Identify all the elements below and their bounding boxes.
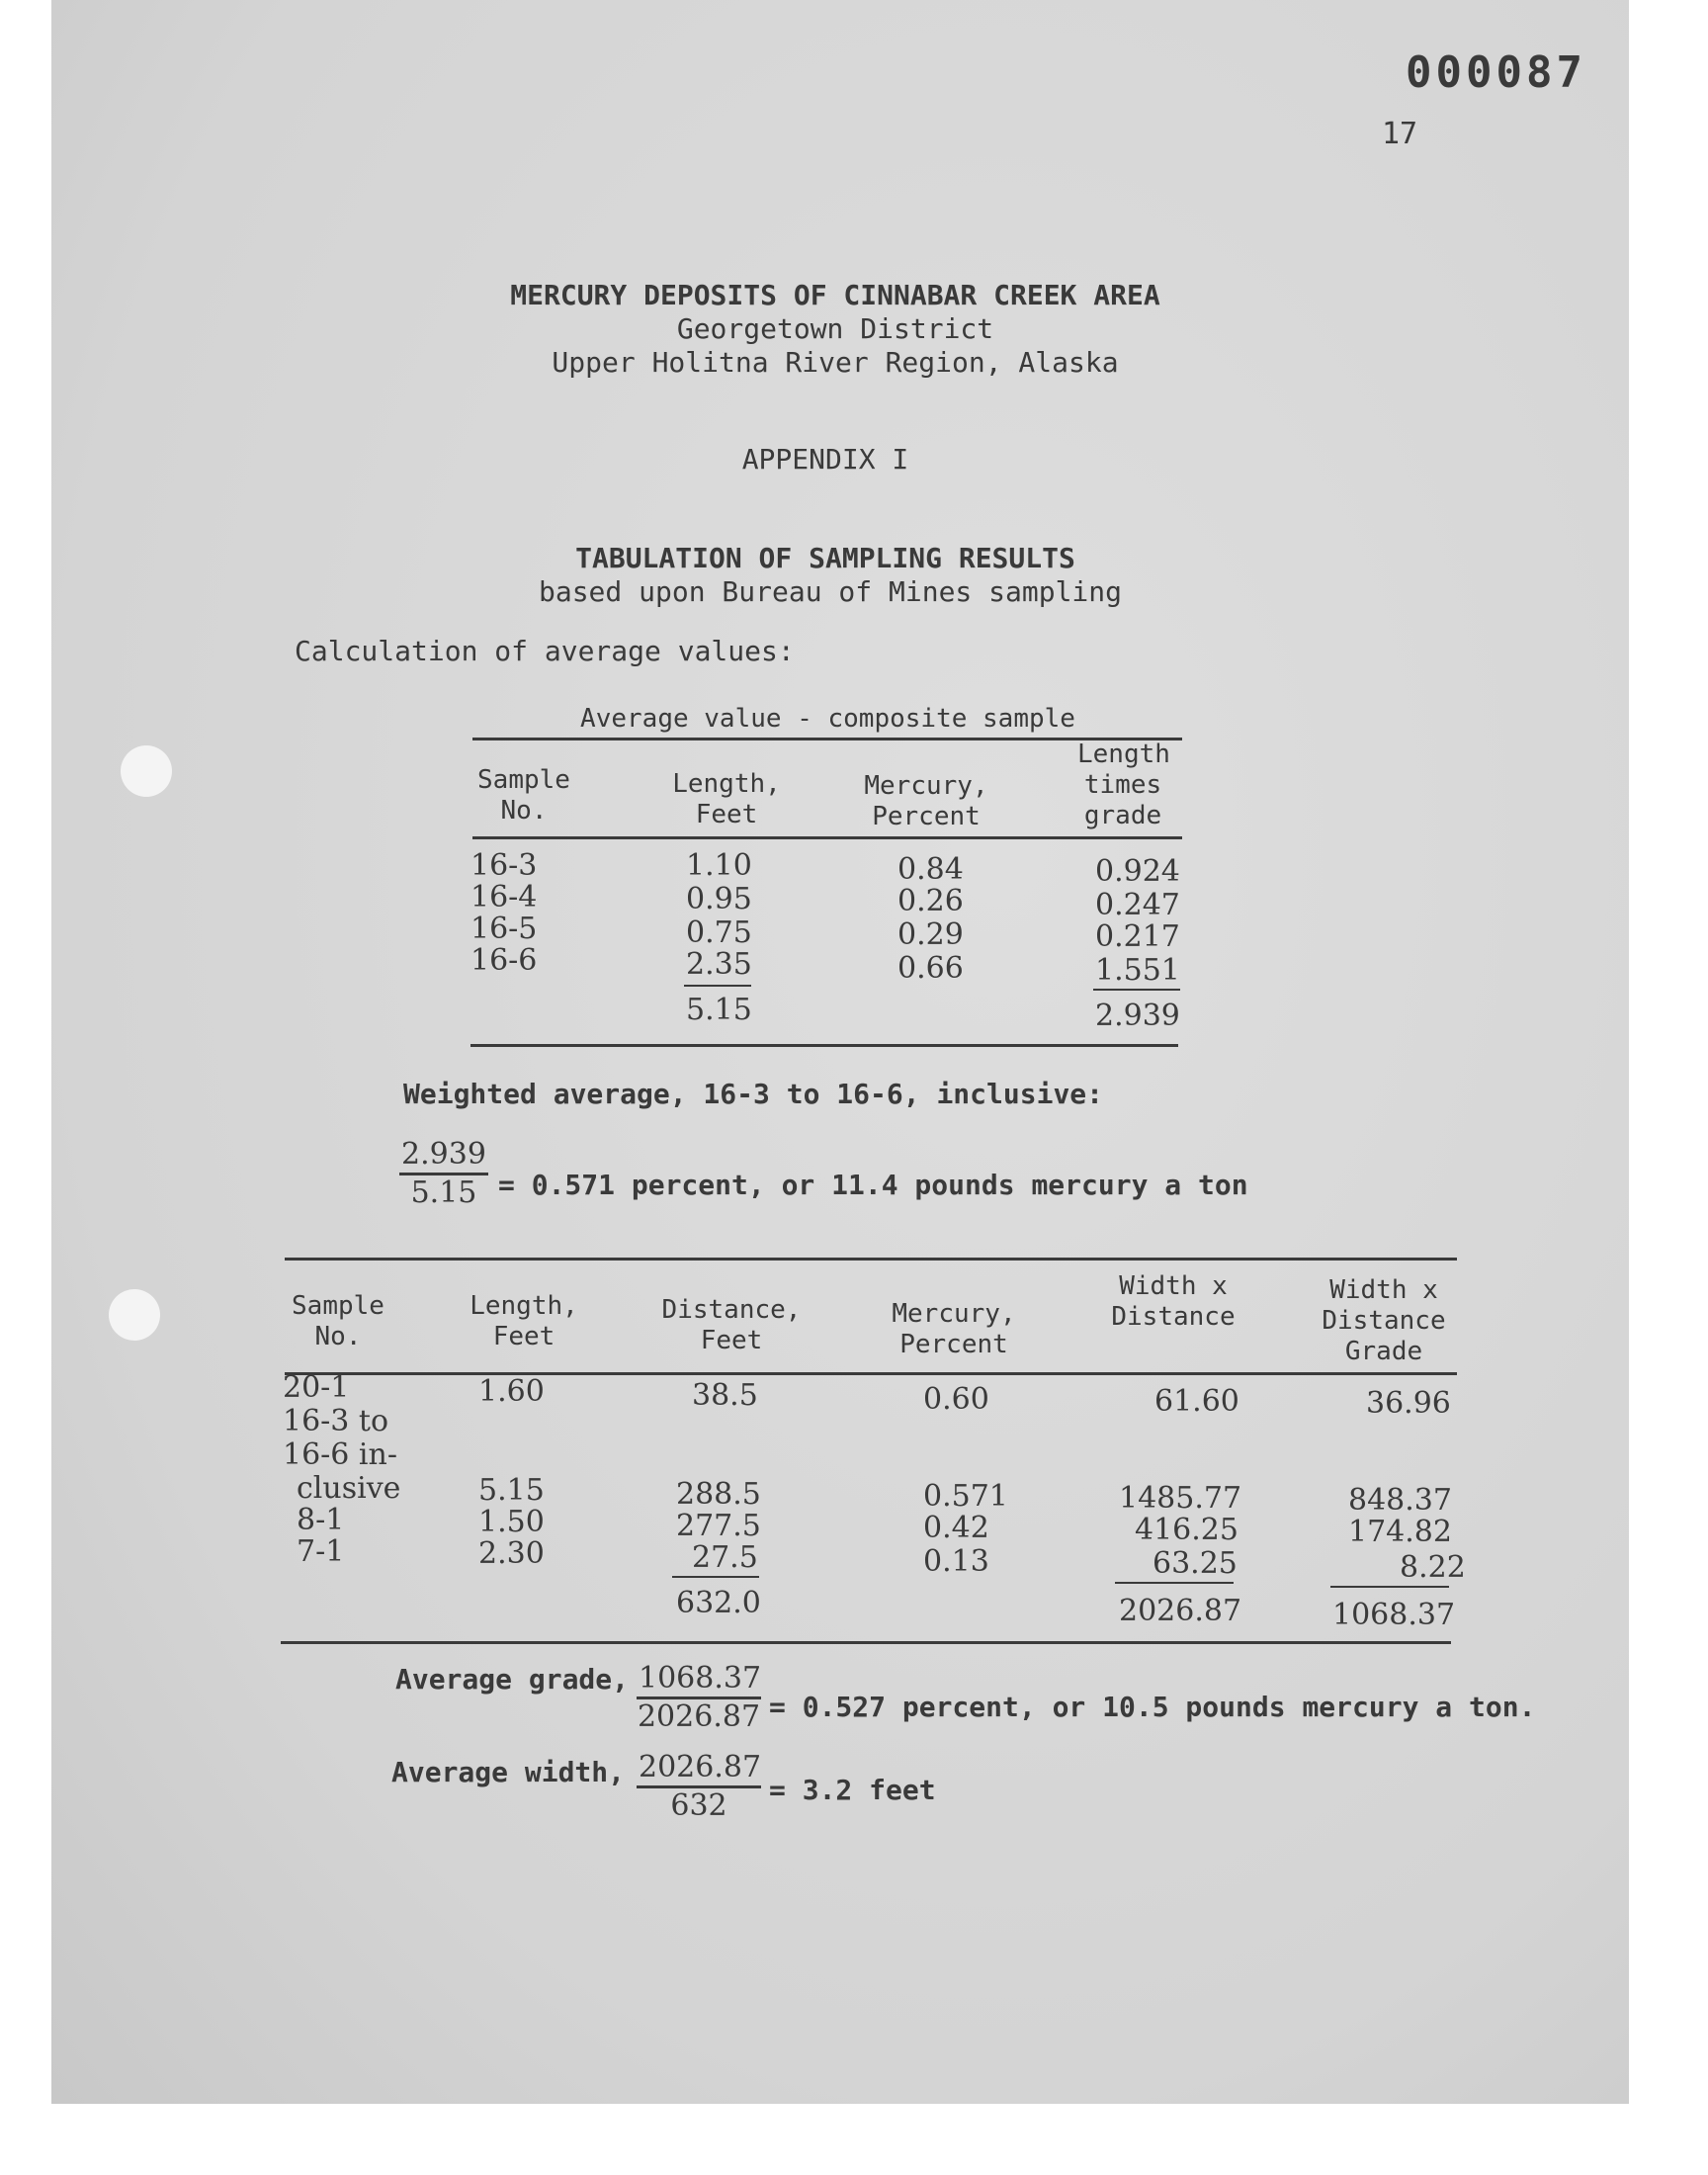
table1-sum-rule-product <box>1093 989 1180 991</box>
document-number: 000087 <box>1406 47 1586 98</box>
table1-cell: 0.84 <box>897 852 964 887</box>
table1-cell: 1.10 <box>686 848 752 883</box>
table1-cell: 16-5 <box>470 912 538 946</box>
table1-bottom-rule <box>470 1044 1178 1047</box>
table1-cell: 0.66 <box>897 951 964 986</box>
table2-cell: 277.5 <box>676 1509 761 1543</box>
table2-cell: 1.50 <box>478 1505 545 1539</box>
appendix-heading: APPENDIX I <box>741 443 909 476</box>
table2-cell: 8.22 <box>1400 1550 1466 1585</box>
punch-hole-top <box>121 745 172 797</box>
table1-cell: 0.247 <box>1095 888 1180 922</box>
table1-cell: 1.551 <box>1095 953 1180 988</box>
weighted-denominator: 5.15 <box>410 1175 477 1210</box>
table1-cell: 0.29 <box>897 917 964 952</box>
table1-header-product: Length times grade <box>1077 740 1170 830</box>
table2-cell: clusive <box>297 1471 401 1506</box>
table1-caption: Average value - composite sample <box>580 704 1075 734</box>
average-width-numerator: 2026.87 <box>637 1750 761 1788</box>
table1-header-length: Length, Feet <box>672 769 781 829</box>
table2-cell: 27.5 <box>692 1540 758 1575</box>
table2-cell: 7-1 <box>297 1534 345 1569</box>
punch-hole-bottom <box>109 1289 160 1341</box>
weighted-numerator: 2.939 <box>399 1137 488 1175</box>
table2-cell: 0.60 <box>923 1382 989 1417</box>
region-subtitle: Upper Holitna River Region, Alaska <box>552 346 1119 379</box>
table2-cell: 38.5 <box>692 1378 758 1413</box>
table2-header-width-distance-grade: Width x Distance Grade <box>1322 1275 1446 1366</box>
table2-bottom-rule <box>281 1641 1451 1644</box>
table2-header-distance: Distance, Feet <box>661 1295 802 1355</box>
weighted-fraction <box>399 1137 488 1210</box>
table1-sum-rule-length <box>684 985 751 987</box>
average-width-result: = 3.2 feet <box>769 1774 936 1806</box>
table2-header-mercury: Mercury, Percent <box>892 1299 1016 1359</box>
average-grade-result: = 0.527 percent, or 10.5 pounds mercury a ton. <box>769 1691 1536 1723</box>
table2-cell: 61.60 <box>1154 1384 1239 1419</box>
table1-cell: 0.217 <box>1095 919 1180 954</box>
average-width-fraction <box>637 1750 761 1823</box>
table2-cell: 416.25 <box>1135 1513 1238 1547</box>
table2-header-rule <box>285 1372 1457 1375</box>
table2-cell: 288.5 <box>676 1477 761 1512</box>
table2-cell: 16-3 to <box>283 1404 389 1438</box>
average-grade-numerator: 1068.37 <box>637 1661 761 1699</box>
table2-cell: 1485.77 <box>1119 1481 1242 1516</box>
table1-cell: 16-3 <box>470 848 538 883</box>
table2-top-rule <box>285 1258 1457 1261</box>
weighted-result: = 0.571 percent, or 11.4 pounds mercury a ton <box>498 1169 1248 1201</box>
table1-cell: 16-6 <box>470 943 538 978</box>
table2-cell: 0.571 <box>923 1479 1008 1514</box>
table2-cell: 5.15 <box>478 1473 545 1508</box>
table2-cell: 1.60 <box>478 1374 545 1409</box>
average-grade-fraction <box>637 1661 761 1734</box>
table2-cell: 36.96 <box>1366 1386 1451 1421</box>
table1-cell: 16-4 <box>470 880 538 914</box>
page-number: 17 <box>1382 117 1418 151</box>
table2-cell: 0.13 <box>923 1544 989 1579</box>
table1-cell: 0.924 <box>1095 854 1180 889</box>
table2-total-wd: 2026.87 <box>1119 1594 1242 1628</box>
table2-header-length: Length, Feet <box>470 1291 578 1351</box>
table2-cell: 848.37 <box>1348 1483 1452 1518</box>
weighted-average-label: Weighted average, 16-3 to 16-6, inclusive: <box>403 1078 1104 1110</box>
table2-cell: 2.30 <box>478 1536 545 1571</box>
table1-header-sample: Sample No. <box>477 765 570 826</box>
table2-cell: 174.82 <box>1348 1515 1452 1549</box>
table1-cell: 0.75 <box>686 915 752 950</box>
tabulation-title: TABULATION OF SAMPLING RESULTS <box>575 542 1075 574</box>
document-title: MERCURY DEPOSITS OF CINNABAR CREEK AREA <box>510 279 1160 311</box>
table2-total-wdg: 1068.37 <box>1332 1598 1456 1632</box>
table2-cell: 0.42 <box>923 1511 989 1545</box>
table1-header-mercury: Mercury, Percent <box>864 771 988 831</box>
table1-header-rule <box>472 836 1182 839</box>
table1-total-length: 5.15 <box>686 993 752 1027</box>
tabulation-subtitle: based upon Bureau of Mines sampling <box>538 575 1122 608</box>
average-width-label: Average width, <box>391 1756 626 1788</box>
table2-sum-rule-wd <box>1115 1582 1234 1584</box>
table2-cell: 8-1 <box>297 1503 345 1537</box>
table2-header-sample: Sample No. <box>292 1291 384 1351</box>
table2-sum-rule-distance <box>672 1576 759 1578</box>
average-grade-label: Average grade, <box>395 1663 630 1696</box>
table2-header-width-distance: Width x Distance <box>1111 1271 1236 1332</box>
table1-cell: 0.95 <box>686 882 752 916</box>
table2-cell: 20-1 <box>283 1370 350 1405</box>
table2-total-distance: 632.0 <box>676 1586 761 1620</box>
table1-top-rule <box>472 738 1182 740</box>
table2-sum-rule-wdg <box>1330 1586 1449 1588</box>
average-width-denominator: 632 <box>670 1788 727 1823</box>
table1-cell: 0.26 <box>897 884 964 918</box>
calculation-heading: Calculation of average values: <box>295 635 795 667</box>
table2-cell: 16-6 in- <box>283 1437 397 1472</box>
average-grade-denominator: 2026.87 <box>637 1699 761 1734</box>
district-subtitle: Georgetown District <box>676 312 994 345</box>
table2-cell: 63.25 <box>1153 1546 1238 1581</box>
table1-cell: 2.35 <box>686 947 752 982</box>
table1-total-product: 2.939 <box>1095 999 1180 1033</box>
